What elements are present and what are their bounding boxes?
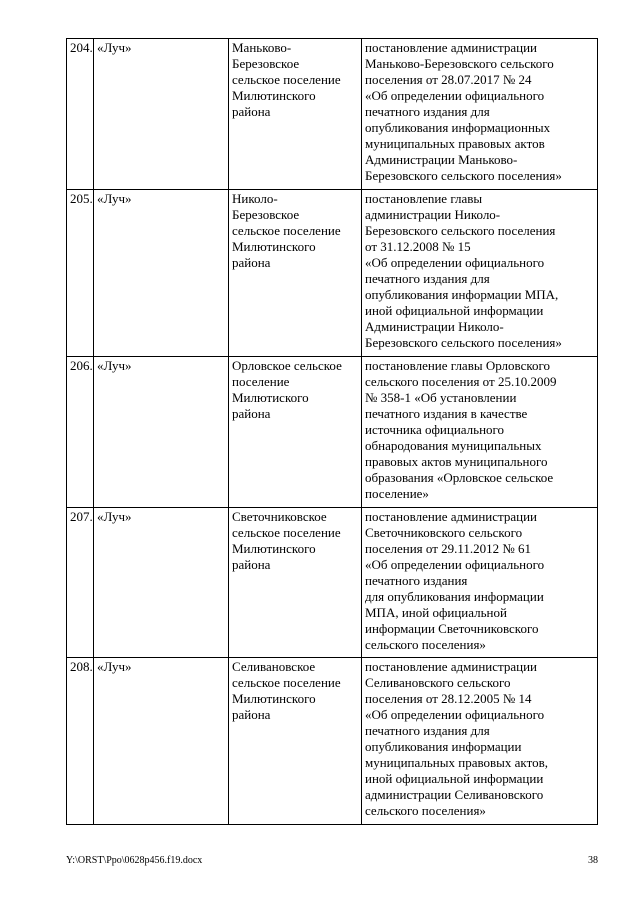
settlement-name: Светочниковское сельское поселение Милютинского района	[229, 508, 362, 658]
table-row	[67, 39, 598, 190]
legal-act: постановление администрации Маньково-Березовского сельского поселения от 28.07.2017 № 24 «Об определении официального печатного издания для опубликования информационных муниципальных правовых актов Администрации Маньково- Березовского сельского поселения»	[362, 39, 598, 190]
row-number: 208.	[67, 658, 94, 825]
legal-act: постановление администрации Светочниковского сельского поселения от 29.11.2012 № 61 «Об определении официального печатного издания для опубликования информации МПА, иной официальной информации Светочниковского сельского поселения»	[362, 508, 598, 658]
settlement-name: Николо- Березовское сельское поселение Милютинского района	[229, 190, 362, 357]
settlement-name: Селивановское сельское поселение Милютинского района	[229, 658, 362, 825]
settlement-name: Орловское сельское поселение Милютиского района	[229, 357, 362, 508]
row-number: 206.	[67, 357, 94, 508]
registry-table	[66, 38, 598, 825]
table-row	[67, 190, 598, 357]
newspaper-name: «Луч»	[94, 508, 229, 658]
legal-act: постановление администрации Селивановского сельского поселения от 28.12.2005 № 14 «Об определении официального печатного издания для опубликования информации муниципальных правовых актов, иной официальной информации администрации Селивановского сельского поселения»	[362, 658, 598, 825]
table-row	[67, 658, 598, 825]
row-number: 207.	[67, 508, 94, 658]
newspaper-name: «Луч»	[94, 190, 229, 357]
row-number: 204.	[67, 39, 94, 190]
row-number: 205.	[67, 190, 94, 357]
newspaper-name: «Луч»	[94, 357, 229, 508]
settlement-name: Маньково- Березовское сельское поселение Милютинского района	[229, 39, 362, 190]
newspaper-name: «Луч»	[94, 39, 229, 190]
footer-file-path: Y:\ORST\Ppo\0628p456.f19.docx	[66, 855, 203, 866]
legal-act: постановлеnие главы администрации Николо- Березовского сельского поселения от 31.12.2008 № 15 «Об определении официального печатного издания для опубликования информации МПА, иной официальной информации Администрации Николо- Березовского сельского поселения»	[362, 190, 598, 357]
table-row	[67, 357, 598, 508]
table-row	[67, 508, 598, 658]
legal-act: постановление главы Орловского сельского поселения от 25.10.2009 № 358-1 «Об установлении печатного издания в качестве источника официального обнародования муниципальных правовых актов муниципального образования «Орловское сельское поселение»	[362, 357, 598, 508]
footer-page-number: 38	[588, 855, 598, 866]
newspaper-name: «Луч»	[94, 658, 229, 825]
